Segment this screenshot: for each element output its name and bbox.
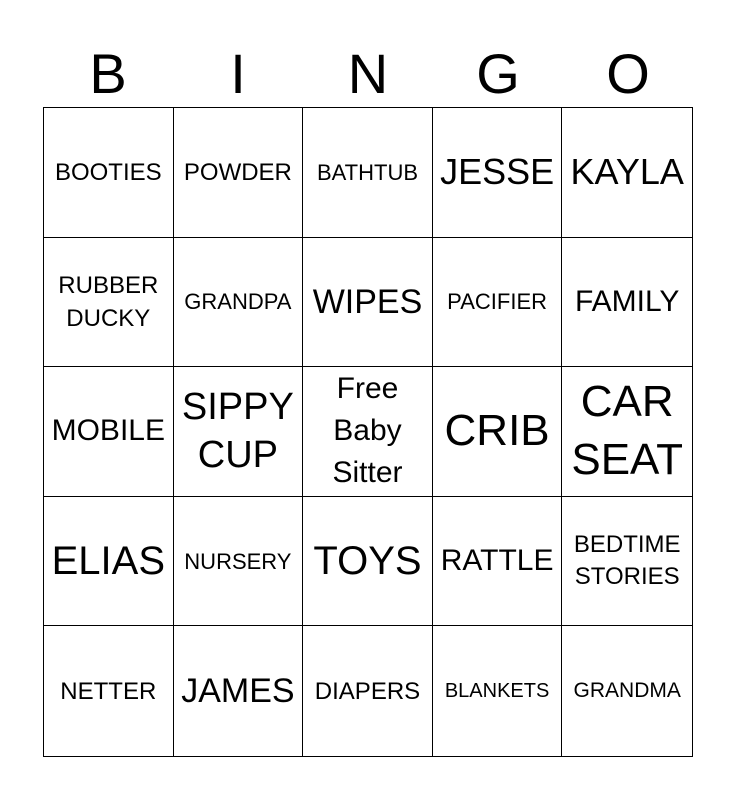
bingo-cell[interactable]: RATTLE xyxy=(433,497,563,627)
bingo-cell[interactable]: JAMES xyxy=(174,626,304,756)
bingo-cell[interactable]: RUBBER DUCKY xyxy=(44,238,174,368)
bingo-cell[interactable]: WIPES xyxy=(303,238,433,368)
bingo-cell[interactable]: BLANKETS xyxy=(433,626,563,756)
bingo-cell[interactable]: MOBILE xyxy=(44,367,174,497)
bingo-cell[interactable]: GRANDPA xyxy=(174,238,304,368)
free-space-cell[interactable]: Free Baby Sitter xyxy=(303,367,433,497)
bingo-cell[interactable]: ELIAS xyxy=(44,497,174,627)
header-letter-b: B xyxy=(89,42,127,105)
header-letter-i: I xyxy=(230,42,246,105)
bingo-cell[interactable]: FAMILY xyxy=(562,238,692,368)
bingo-cell[interactable]: BOOTIES xyxy=(44,108,174,238)
bingo-card xyxy=(43,107,693,757)
bingo-cell[interactable]: SIPPY CUP xyxy=(174,367,304,497)
bingo-cell[interactable]: DIAPERS xyxy=(303,626,433,756)
header-letter-g: G xyxy=(476,42,520,105)
bingo-cell[interactable]: NETTER xyxy=(44,626,174,756)
bingo-cell[interactable]: NURSERY xyxy=(174,497,304,627)
bingo-cell[interactable]: TOYS xyxy=(303,497,433,627)
bingo-cell[interactable]: CAR SEAT xyxy=(562,367,692,497)
bingo-cell[interactable]: BATHTUB xyxy=(303,108,433,238)
bingo-header xyxy=(43,40,693,108)
bingo-cell[interactable]: GRANDMA xyxy=(573,679,681,703)
bingo-cell[interactable]: POWDER xyxy=(174,108,304,238)
bingo-cell[interactable]: CRIB xyxy=(433,367,563,497)
bingo-cell[interactable]: JESSE xyxy=(433,108,563,238)
bingo-cell[interactable]: PACIFIER xyxy=(433,238,563,368)
bingo-cell[interactable]: BEDTIME STORIES xyxy=(562,497,692,627)
header-letter-o: O xyxy=(606,42,650,105)
bingo-cell[interactable]: KAYLA xyxy=(562,108,692,238)
header-letter-n: N xyxy=(347,42,389,105)
